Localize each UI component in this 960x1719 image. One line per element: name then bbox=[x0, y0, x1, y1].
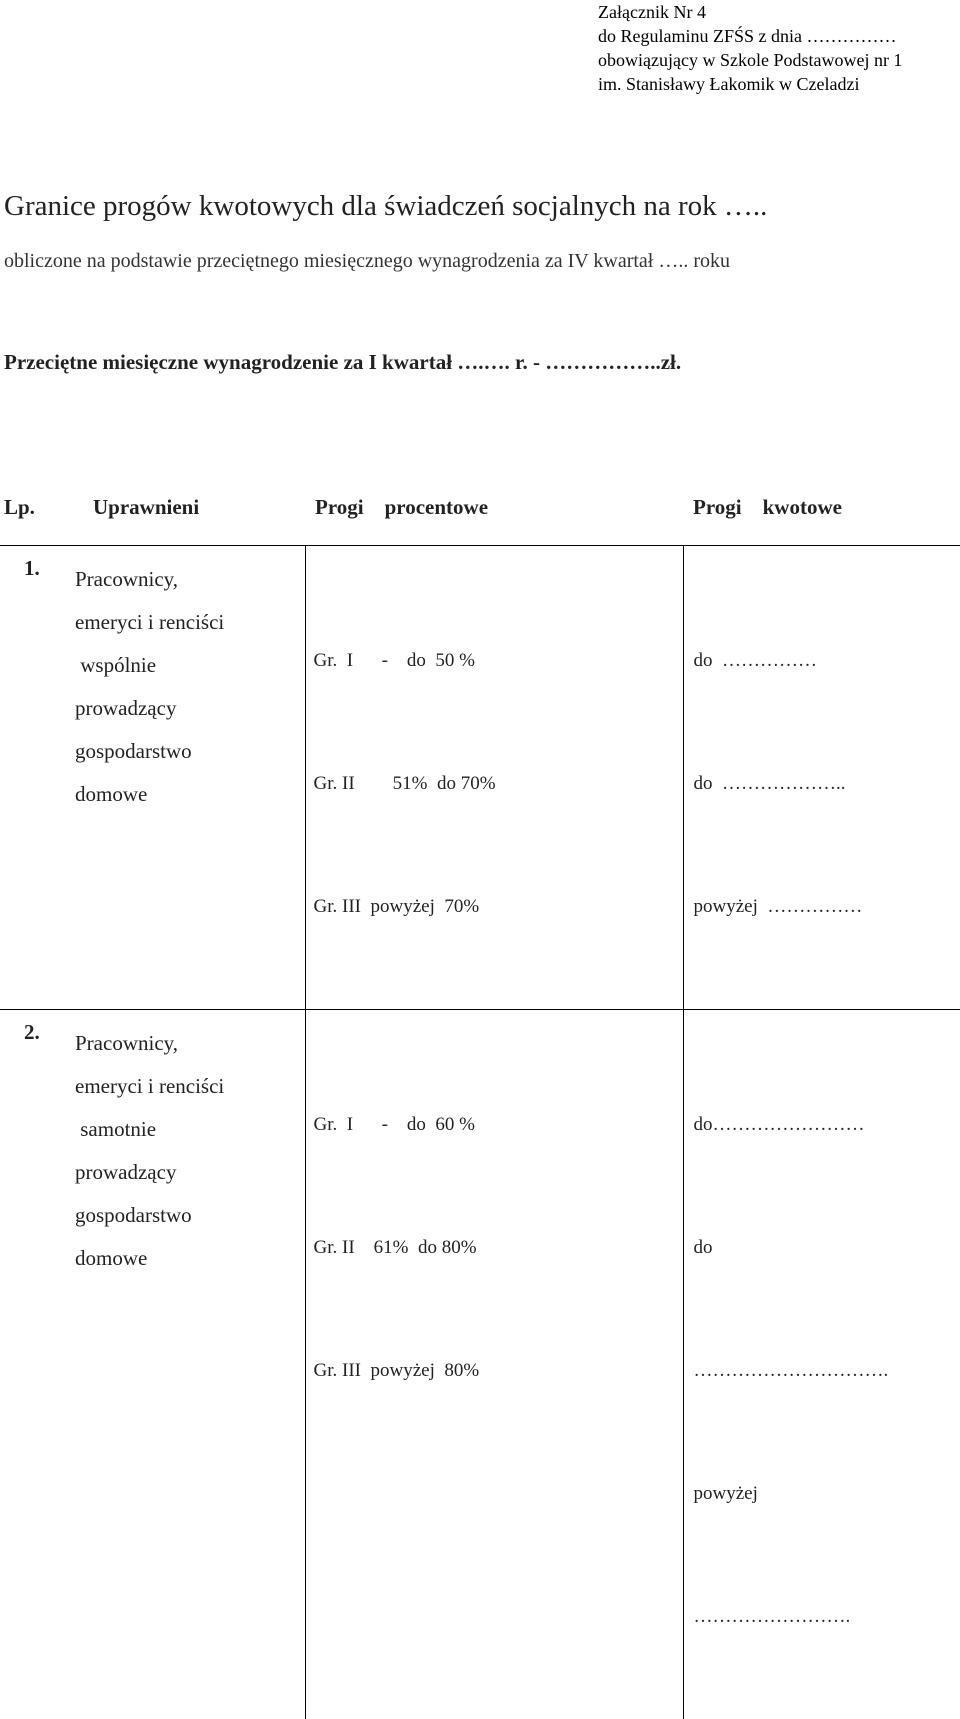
beneficiaries-line: wspólnie bbox=[75, 644, 305, 687]
beneficiaries-cell bbox=[73, 1010, 305, 1719]
beneficiaries-line: gospodarstwo bbox=[75, 1194, 305, 1237]
beneficiaries-line: samotnie bbox=[75, 1108, 305, 1151]
school-patron-line: im. Stanisławy Łakomik w Czeladzi bbox=[598, 72, 902, 96]
amount-threshold: powyżej bbox=[694, 1473, 960, 1514]
beneficiaries-line: emeryci i renciści bbox=[75, 601, 305, 644]
amount-threshold: powyżej …………… bbox=[694, 886, 960, 927]
row-number bbox=[0, 546, 73, 1010]
row-number-text: 1. bbox=[0, 546, 73, 581]
row-number bbox=[0, 1010, 73, 1719]
percent-threshold: Gr. III powyżej 80% bbox=[314, 1350, 683, 1391]
amount-threshold: do …………… bbox=[694, 640, 960, 681]
beneficiaries-cell bbox=[73, 546, 305, 1010]
beneficiaries-line: domowe bbox=[75, 773, 305, 816]
table-row bbox=[0, 1010, 960, 1719]
header-progi-procentowe: Progi procentowe bbox=[305, 470, 683, 546]
attachment-header bbox=[598, 0, 902, 96]
school-line: obowiązujący w Szkole Podstawowej nr 1 bbox=[598, 48, 902, 72]
beneficiaries-line: Pracownicy, bbox=[75, 558, 305, 601]
regulation-reference: do Regulaminu ZFŚS z dnia …………… bbox=[598, 24, 902, 48]
beneficiaries-line: domowe bbox=[75, 1237, 305, 1280]
percent-threshold: Gr. I - do 60 % bbox=[314, 1104, 683, 1145]
amount-threshold: ……………………. bbox=[694, 1596, 960, 1637]
amount-threshold: do bbox=[694, 1227, 960, 1268]
attachment-number: Załącznik Nr 4 bbox=[598, 0, 902, 24]
beneficiaries-line: Pracownicy, bbox=[75, 1022, 305, 1065]
beneficiaries-line: emeryci i renciści bbox=[75, 1065, 305, 1108]
document-title: Granice progów kwotowych dla świadczeń socjalnych na rok ….. bbox=[4, 190, 767, 223]
header-progi-kwotowe: Progi kwotowe bbox=[683, 470, 960, 546]
amount-threshold: …………………………. bbox=[694, 1350, 960, 1391]
beneficiaries-line: prowadzący bbox=[75, 687, 305, 730]
row-number-text: 2. bbox=[0, 1010, 73, 1045]
beneficiaries-line: prowadzący bbox=[75, 1151, 305, 1194]
percent-threshold: Gr. II 61% do 80% bbox=[314, 1227, 683, 1268]
beneficiaries-line: gospodarstwo bbox=[75, 730, 305, 773]
thresholds-table bbox=[0, 470, 960, 1719]
table-row bbox=[0, 546, 960, 1010]
table-header-row bbox=[0, 470, 960, 546]
amount-threshold: do ……………….. bbox=[694, 763, 960, 804]
document-subtitle: obliczone na podstawie przeciętnego miesięcznego wynagrodzenia za IV kwartał ….. roku bbox=[4, 250, 730, 273]
average-salary-line: Przeciętne miesięczne wynagrodzenie za I kwartał ….…. r. - ……………..zł. bbox=[4, 350, 681, 375]
header-uprawnieni: Uprawnieni bbox=[73, 470, 305, 546]
percent-threshold: Gr. I - do 50 % bbox=[314, 640, 683, 681]
amount-thresholds-cell bbox=[683, 1010, 960, 1719]
percent-threshold: Gr. II 51% do 70% bbox=[314, 763, 683, 804]
amount-threshold: do…………………… bbox=[694, 1104, 960, 1145]
header-lp: Lp. bbox=[0, 470, 73, 546]
percent-thresholds-cell bbox=[305, 546, 683, 1010]
amount-thresholds-cell bbox=[683, 546, 960, 1010]
percent-thresholds-cell bbox=[305, 1010, 683, 1719]
percent-threshold: Gr. III powyżej 70% bbox=[314, 886, 683, 927]
